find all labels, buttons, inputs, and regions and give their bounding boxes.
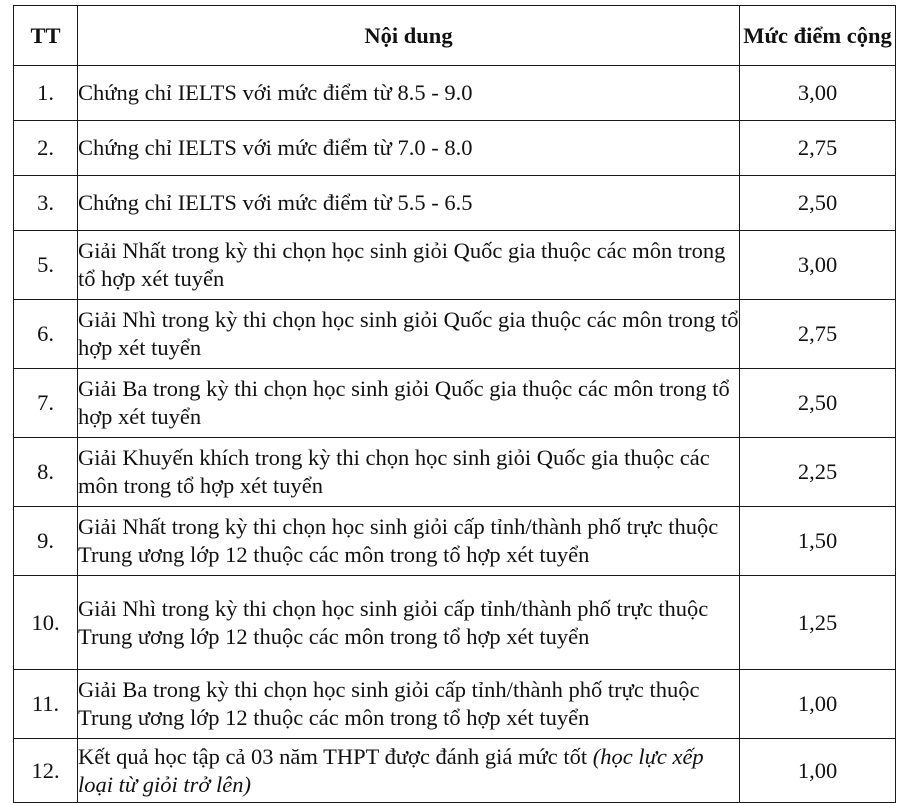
row-tt: 7. bbox=[14, 369, 78, 438]
row-content-note: (học lực xếp loại từ giỏi trở lên) bbox=[78, 743, 704, 797]
row-score: 1,50 bbox=[740, 507, 896, 576]
table-row bbox=[14, 66, 896, 121]
row-score: 2,75 bbox=[740, 121, 896, 176]
row-content: Giải Ba trong kỳ thi chọn học sinh giỏi cấp tỉnh/thành phố trực thuộc Trung ương lớp 12 thuộc các môn trong tổ hợp xét tuyển bbox=[78, 670, 740, 739]
row-tt: 10. bbox=[14, 576, 78, 670]
row-content: Giải Nhất trong kỳ thi chọn học sinh giỏi Quốc gia thuộc các môn trong tổ hợp xét tuyển bbox=[78, 231, 740, 300]
row-score: 1,00 bbox=[740, 670, 896, 739]
row-score: 3,00 bbox=[740, 231, 896, 300]
row-content: Giải Ba trong kỳ thi chọn học sinh giỏi Quốc gia thuộc các môn trong tổ hợp xét tuyển bbox=[78, 369, 740, 438]
row-tt: 9. bbox=[14, 507, 78, 576]
row-score: 1,00 bbox=[740, 739, 896, 803]
row-score: 1,25 bbox=[740, 576, 896, 670]
row-tt: 11. bbox=[14, 670, 78, 739]
table-row bbox=[14, 300, 896, 369]
header-row bbox=[14, 6, 896, 66]
bonus-points-table bbox=[13, 5, 896, 803]
row-content: Chứng chỉ IELTS với mức điểm từ 8.5 - 9.0 bbox=[78, 66, 740, 121]
row-tt: 8. bbox=[14, 438, 78, 507]
table-row bbox=[14, 438, 896, 507]
row-content: Giải Khuyến khích trong kỳ thi chọn học sinh giỏi Quốc gia thuộc các môn trong tổ hợp xét tuyển bbox=[78, 438, 740, 507]
row-score: 2,50 bbox=[740, 369, 896, 438]
row-tt: 1. bbox=[14, 66, 78, 121]
table-row bbox=[14, 231, 896, 300]
header-score: Mức điểm cộng bbox=[740, 6, 896, 66]
row-score: 3,00 bbox=[740, 66, 896, 121]
header-content: Nội dung bbox=[78, 6, 740, 66]
row-content: Giải Nhì trong kỳ thi chọn học sinh giỏi cấp tỉnh/thành phố trực thuộc Trung ương lớp 12 thuộc các môn trong tổ hợp xét tuyển bbox=[78, 576, 740, 670]
row-content: Giải Nhất trong kỳ thi chọn học sinh giỏi cấp tỉnh/thành phố trực thuộc Trung ương lớp 12 thuộc các môn trong tổ hợp xét tuyển bbox=[78, 507, 740, 576]
row-tt: 12. bbox=[14, 739, 78, 803]
header-tt: TT bbox=[14, 6, 78, 66]
row-tt: 3. bbox=[14, 176, 78, 231]
table-row bbox=[14, 576, 896, 670]
row-score: 2,25 bbox=[740, 438, 896, 507]
table-row bbox=[14, 507, 896, 576]
table-row bbox=[14, 369, 896, 438]
row-content: Giải Nhì trong kỳ thi chọn học sinh giỏi Quốc gia thuộc các môn trong tổ hợp xét tuyển bbox=[78, 300, 740, 369]
row-tt: 5. bbox=[14, 231, 78, 300]
row-tt: 2. bbox=[14, 121, 78, 176]
table-row bbox=[14, 670, 896, 739]
row-score: 2,75 bbox=[740, 300, 896, 369]
row-score: 2,50 bbox=[740, 176, 896, 231]
row-content: Chứng chỉ IELTS với mức điểm từ 7.0 - 8.0 bbox=[78, 121, 740, 176]
row-content: Chứng chỉ IELTS với mức điểm từ 5.5 - 6.5 bbox=[78, 176, 740, 231]
table-row bbox=[14, 176, 896, 231]
row-content-text: Kết quả học tập cả 03 năm THPT được đánh giá mức tốt bbox=[78, 743, 588, 769]
row-content bbox=[78, 739, 740, 803]
table-row bbox=[14, 739, 896, 803]
table-row bbox=[14, 121, 896, 176]
row-tt: 6. bbox=[14, 300, 78, 369]
